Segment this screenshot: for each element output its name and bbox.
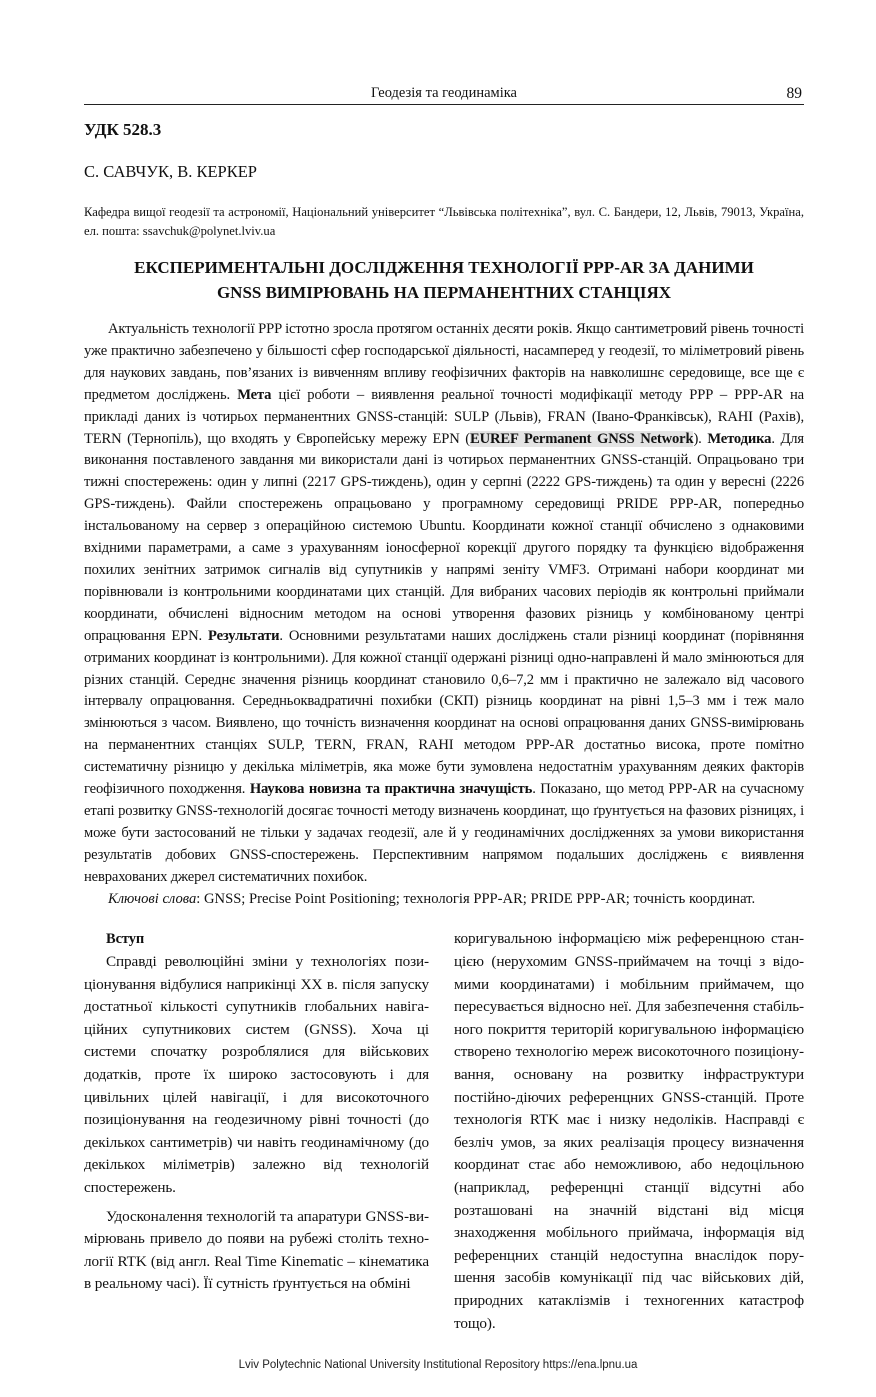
abstract-label-results: Результати xyxy=(208,627,280,644)
intro-paragraph: Справді революційні зміни у технологіях пози-ціонування відбулися наприкінці XX в. після запуску достатньої кількості супутників глобальних навіга-ційних супутникових систем (GNSS). Хоча ці системи спочатку розроблялися для військових додатків, проте їх широко застосовують і для цивільних цілей навігації, і для високоточного позиціонування на геодезичному рівні точності (до декількох сантиметрів) чи навіть геодинамічному (до декількох міліметрів) залежно від технологій спостережень. xyxy=(84,953,429,1196)
title-line: GNSS ВИМІРЮВАНЬ НА ПЕРМАНЕНТНИХ СТАНЦІЯХ xyxy=(216,283,672,302)
abstract-text: . Для виконання поставленого завдання ми використали дані із чотирьох перманентних GNSS-станцій. Опрацьовано три тижні спостережень: один у липні (2217 GPS-тиждень), один у серпні (2222 GPS-тиждень) та один у вересні (2226 GPS-тиждень). Файли спостережень опрацьовано у програмному середовищі PRIDE PPP-AR, попередньо інстальованому на сервер з операційною системою Ubuntu. Координати кожної станції обчислено з однаковими вхідними параметрами, а саме з урахуванням іоносферної корекції другого порядку та функцією відображення похилих зенітних затримок сигналів від супутників у напрямі зеніту VMF3. Отримані набори координат ми порівнювали із контрольними координатами цих станцій. Для вибраних часових періодів як контрольні приймали координати, обчислені відносним методом на основі утворення фазових різниць у комбінованому центрі опрацювання EPN. xyxy=(84,430,804,644)
paper-title xyxy=(84,255,804,305)
abstract-label-novelty: Наукова новизна та практична значущість xyxy=(249,781,533,798)
abstract-text: Актуальність технології PPP істотно зросла протягом останніх десяти років. Якщо сантиметровий рівень точності уже практично забезпечено у більшості сфер господарської діяльності, насамперед у геодезії, то міліметровий рівень для наукових завдань, пов’язаних із вивченням впливу геофізичних факторів на навколишнє середовище, все ще є предметом досліджень. xyxy=(84,321,804,403)
keywords xyxy=(84,889,804,911)
column-right xyxy=(454,928,804,1335)
two-column-body xyxy=(84,928,804,1335)
column-left xyxy=(84,928,429,1335)
abstract xyxy=(84,319,804,889)
keywords-text: : GNSS; Precise Point Positioning; технологія PPP-AR; PRIDE PPP-AR; точність координат. xyxy=(196,890,756,907)
authors: С. САВЧУК, В. КЕРКЕР xyxy=(84,162,257,181)
intro-paragraph: Удосконалення технологій та апаратури GNSS-ви-мірювань привело до появи на рубежі століть техно-логії RTK (від англ. Real Time Kinematic – кінематика в реальному часі). Її сутність ґрунтується на обміні xyxy=(84,1207,429,1293)
section-heading-intro: Вступ xyxy=(106,931,145,948)
running-header xyxy=(84,84,804,105)
keywords-label: Ключові слова xyxy=(108,890,197,907)
title-line: ЕКСПЕРИМЕНТАЛЬНІ ДОСЛІДЖЕННЯ ТЕХНОЛОГІЇ PPP-AR ЗА ДАНИМИ xyxy=(134,258,754,277)
intro-paragraph-continued: коригувальною інформацією між референцною стан-цією (нерухомим GNSS-приймачем на точці з відо-мими координатами) і мобільним приймачем, що пересувається відносно неї. Для забезпечення стабіль-ного покриття територій коригувальною інформацією створено технологію мереж високоточного позиціону-вання, основану на розвитку інфраструктури постійно-діючих референцних GNSS-станцій. Проте технологія RTK має і низку недоліків. Насправді є безліч умов, за яких реалізація процесу визначення координат стає або неможливою, або недоцільною (наприклад, референцні станції відсутні або розташовані на значній відстані від місця знаходження мобільного приймача, інформація від референцних станцій недоступна внаслідок пору-шення засобів комунікації під час військових дій, природних катаклізмів і техногенних катастроф тощо). xyxy=(454,930,804,1332)
abstract-text: цієї роботи – виявлення реальної точності модифікації методу PPP – PPP-AR на прикладі даних із чотирьох перманентних GNSS-станцій: SULP (Львів), FRAN (Івано-Франківськ), RAHI (Рахів), TERN (Тернопіль), що входять у Європейську мережу EPN ( xyxy=(84,386,805,447)
page-number: 89 xyxy=(786,85,802,102)
abstract-label-aim: Мета xyxy=(237,386,272,403)
abstract-label-method: Методика xyxy=(707,430,772,447)
affiliation: Кафедра вищої геодезії та астрономії, Національний університет “Львівська політехніка”, вул. С. Бандери, 12, Львів, 79013, Україна, ел. пошта: ssavchuk@polynet.lviv.ua xyxy=(84,205,804,238)
abstract-text: . Основними результатами наших досліджень стали різниці координат (порівняння отриманих координат із контрольними). Для кожної станції одержані різниці одно-направлені й мало змінюються для різних станцій. Середнє значення різниць координат становило 0,6–7,2 мм і практично не залежало від часового інтервалу опрацювання. Середньоквадратичні похибки (СКП) різниць координат на рівні 1,5–3 мм і теж мало змінюються з часом. Виявлено, що точність визначення координат на основі опрацювання даних GNSS-вимірювань на перманентних станціях SULP, TERN, FRAN, RAHI методом PPP-AR достатньо висока, проте помітно систематичну різницю у декілька міліметрів, яка може бути зумовлена недостатнім урахуванням деяких факторів геофізичного походження. xyxy=(84,627,804,798)
udk-code: УДК 528.3 xyxy=(84,120,162,139)
repository-footer: Lviv Polytechnic National University Institutional Repository https://ena.lpnu.ua xyxy=(238,1359,638,1372)
journal-title: Геодезія та геодинаміка xyxy=(371,85,517,101)
abstract-text: . Показано, що метод PPP-AR на сучасному етапі розвитку GNSS-технологій досягає точності методу визначень координат, що ґрунтується на фазових різницях, і може бути застосований не тільки у задачах геодезії, але й у геодинамічних дослідженнях за умови використання результатів добових GNSS-спостережень. Перспективним напрямом подальших досліджень є виявлення неврахованих джерел систематичних похибок. xyxy=(84,781,804,885)
abstract-text: ). xyxy=(693,430,708,447)
abstract-highlight-euref: EUREF Permanent GNSS Network xyxy=(470,430,694,447)
